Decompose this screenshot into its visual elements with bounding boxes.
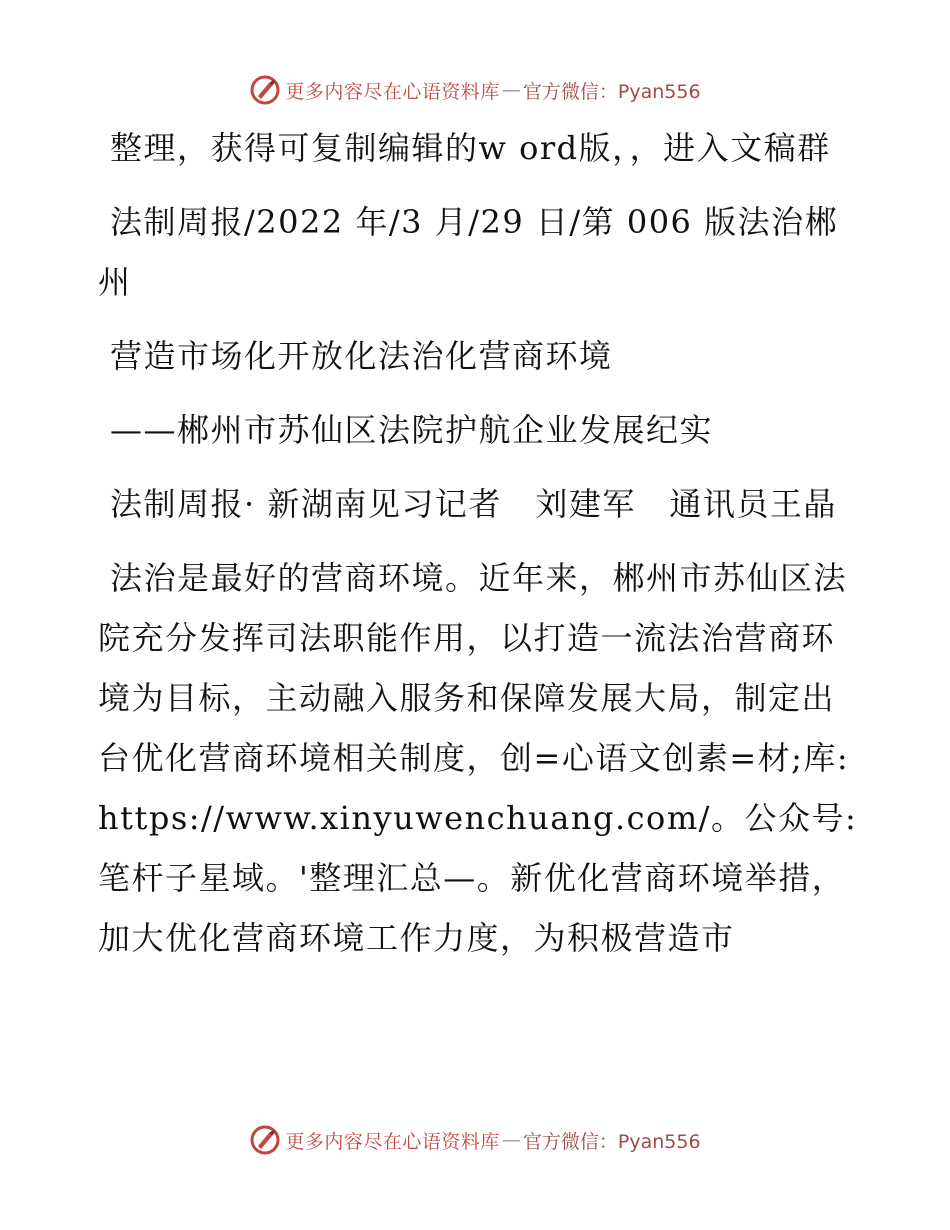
banner-wechat-text: 官方微信：Pyan556 [522, 1130, 701, 1153]
article-title: 营造市场化开放化法治化营商环境 [110, 337, 613, 375]
article-subtitle: ——郴州市苏仙区法院护航企业发展纪实 [110, 411, 714, 449]
banner-text: 更多内容尽在心语资料库 [285, 80, 500, 103]
banner-text: 更多内容尽在心语资料库 [285, 1130, 500, 1153]
paragraph-source: 法制周报/2022 年/3 月/29 日/第 006 版法治郴州 [98, 203, 839, 301]
banner-separator: — [501, 1129, 521, 1151]
brand-logo-icon [249, 1124, 281, 1156]
paragraph-intro: 整理，获得可复制编辑的w ord版，，进入文稿群 [110, 129, 831, 167]
brand-logo-icon [249, 74, 281, 106]
footer-watermark-banner [0, 1120, 950, 1160]
article-body-paragraph: 法治是最好的营商环境。近年来，郴州市苏仙区法院充分发挥司法职能作用，以打造一流法治营商环境为目标，主动融入服务和保障发展大局，制定出台优化营商环境相关制度，创=心语文创素=材;库: https://www.xinyuwenchuang.com/。公众号: 笔杆子星域。'整理汇总—。新优化营商环境举措，加大优化营商环境工作力度，为积极营造市 [98, 559, 858, 957]
banner-wechat-text: 官方微信：Pyan556 [522, 80, 701, 103]
article-byline: 法制周报· 新湖南见习记者 刘建军 通讯员王晶 [110, 485, 837, 523]
header-watermark-banner [0, 70, 950, 110]
banner-separator: — [501, 79, 521, 101]
document-body [98, 118, 868, 982]
